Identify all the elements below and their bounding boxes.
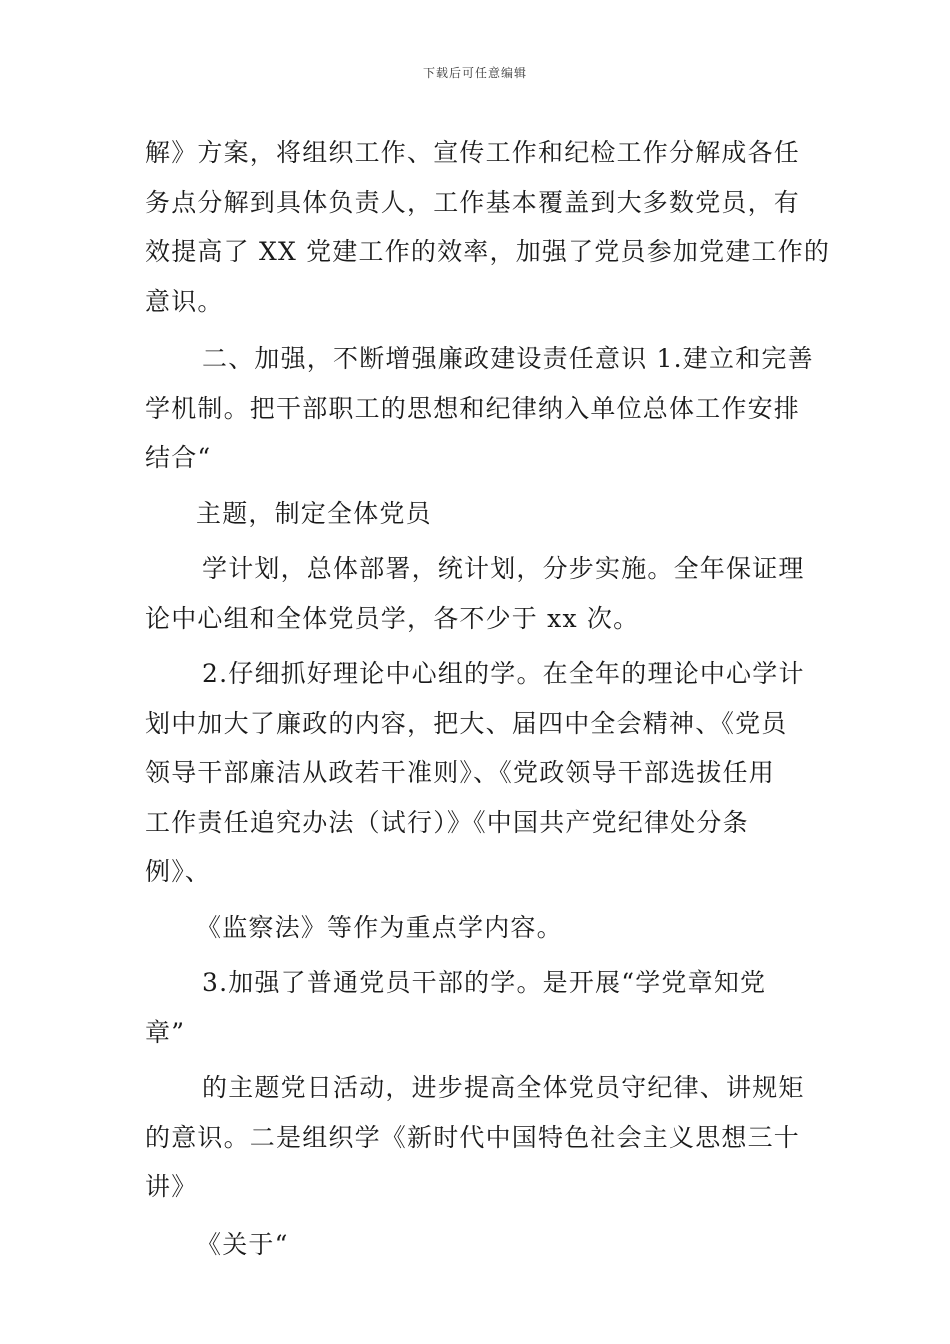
text-line: 领导干部廉洁从政若干准则》、《党政领导干部选拔任用 xyxy=(145,758,776,787)
header-note: 下载后可任意编辑 xyxy=(422,66,527,80)
text-line: 解》方案，将组织工作、宣传工作和纪检工作分解成各任 xyxy=(145,138,801,167)
document-body xyxy=(145,128,831,1269)
text-line: 3.加强了普通党员干部的学。是开展“学党章知党 xyxy=(202,968,767,997)
text-line: 效提高了 XX 党建工作的效率，加强了党员参加党建工作的 xyxy=(145,237,831,266)
text-line: 的主题党日活动，进步提高全体党员守纪律、讲规矩 xyxy=(202,1073,805,1102)
text-line: 学机制。把干部职工的思想和纪律纳入单位总体工作安排 xyxy=(145,393,801,423)
text-line: 学计划，总体部署，统计划，分步实施。全年保证理 xyxy=(202,554,805,583)
paragraph-heading: 二、加强，不断增强廉政建设责任意识 1.建立和完善 xyxy=(202,344,814,373)
text-line: 的意识。二是组织学《新时代中国特色社会主义思想三十 xyxy=(145,1122,801,1152)
text-line: 《监察法》等作为重点学内容。 xyxy=(196,912,563,942)
text-line: 例》、 xyxy=(145,857,212,886)
text-line: 讲》 xyxy=(145,1172,198,1201)
text-line: 2.仔细抓好理论中心组的学。在全年的理论中心学计 xyxy=(202,659,805,688)
text-line: 论中心组和全体党员学，各不少于 xx 次。 xyxy=(145,603,640,633)
text-line: 务点分解到具体负责人，工作基本覆盖到大多数党员，有 xyxy=(145,187,801,217)
text-line: 章” xyxy=(145,1017,186,1047)
text-line: 结合“ xyxy=(145,443,212,472)
text-line: 划中加大了廉政的内容，把大、届四中全会精神、《党员 xyxy=(145,708,788,738)
text-line: 《关于“ xyxy=(196,1229,289,1259)
text-line: 主题，制定全体党员 xyxy=(196,498,432,528)
text-line: 意识。 xyxy=(145,286,224,316)
text-line: 工作责任追究办法（试行）》《中国共产党纪律处分条 xyxy=(145,807,749,837)
